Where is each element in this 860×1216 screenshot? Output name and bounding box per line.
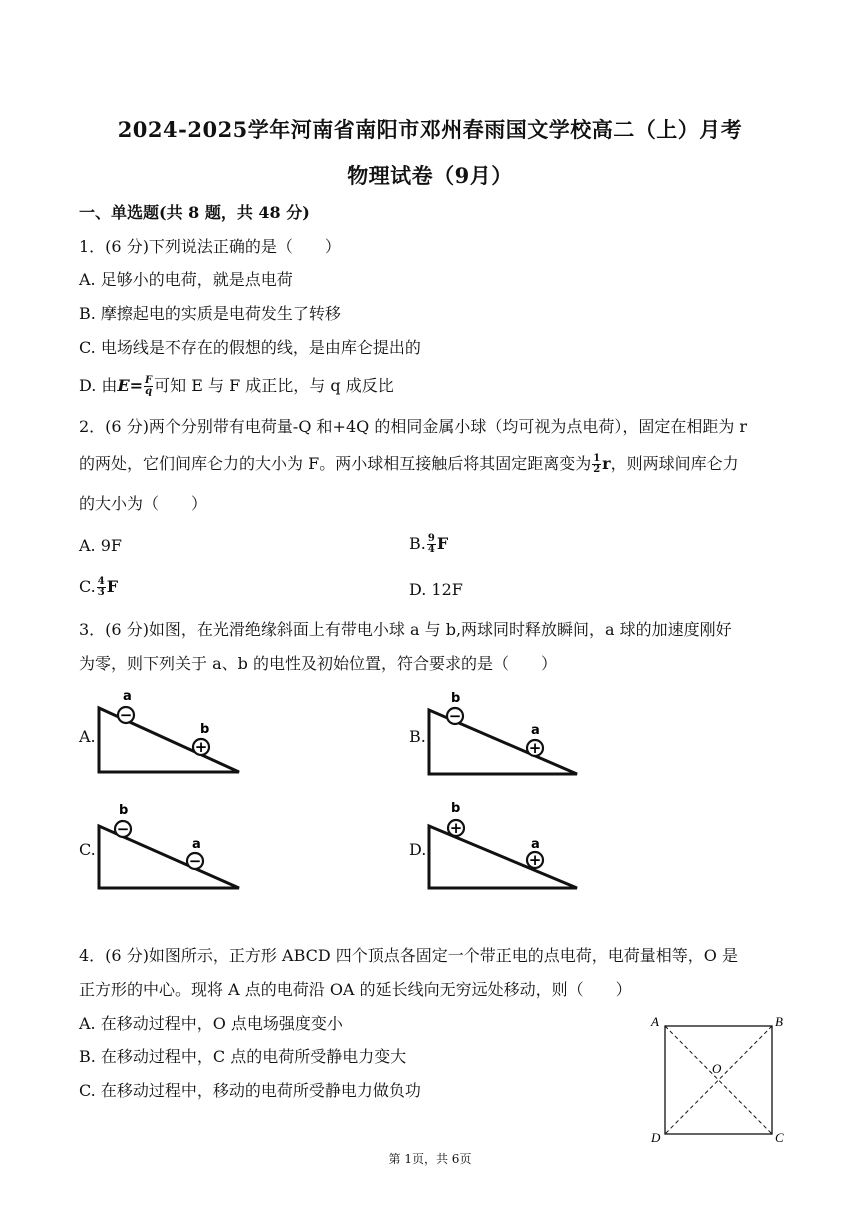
q3-option-c-label: C. <box>79 840 96 859</box>
q2-option-c-numerator: 4 <box>97 576 105 587</box>
bottom-ball-label: b <box>200 722 210 737</box>
q2-fraction-variable: r <box>602 454 611 473</box>
bottom-ball-sign: + <box>528 739 542 757</box>
q3-figure-a <box>95 688 245 778</box>
bottom-ball-sign: + <box>194 738 208 756</box>
q2-line1: 2．(6 分)两个分别带有电荷量-Q 和+4Q 的相同金属小球（均可视为点电荷），固定在相距为 r <box>79 417 748 436</box>
q4-line2: 正方形的中心。现将 A 点的电荷沿 OA 的延长线向无穷远处移动，则（ ） <box>79 980 632 999</box>
q4-option-c: C. 在移动过程中，移动的电荷所受静电力做负功 <box>79 1081 421 1100</box>
q1-formula-numerator: F <box>145 375 153 386</box>
top-ball-sign: − <box>116 820 130 838</box>
q3-line1: 3．(6 分)如图，在光滑绝缘斜面上有带电小球 a 与 b,两球同时释放瞬间，a 球的加速度刚好 <box>79 620 732 639</box>
q1-option-d-prefix: D. 由 <box>79 376 118 395</box>
center-o-label: O <box>712 1061 722 1076</box>
q4-square-figure <box>648 1010 798 1146</box>
q1-formula-fraction <box>144 376 153 397</box>
top-ball-sign: − <box>448 707 462 725</box>
top-ball-label: b <box>451 691 461 706</box>
q3-option-b-label: B. <box>409 727 426 746</box>
q4-line1: 4．(6 分)如图所示，正方形 ABCD 四个顶点各固定一个带正电的点电荷，电荷量相等，O 是 <box>79 946 738 965</box>
q2-option-b <box>409 530 448 558</box>
q2-fraction-numerator: 1 <box>593 453 601 464</box>
q2-line3: 的大小为（ ） <box>79 494 208 513</box>
paper-title-line2: 物理试卷（9月） <box>347 163 513 188</box>
q2-option-b-prefix: B. <box>409 534 426 553</box>
q1-option-c: C. 电场线是不存在的假想的线，是由库仑提出的 <box>79 338 421 357</box>
q1-option-d <box>79 372 394 400</box>
q2-option-c-denominator: 3 <box>97 587 105 598</box>
q2-option-d: D. 12F <box>409 580 463 599</box>
q1-option-d-suffix: 可知 E 与 F 成正比，与 q 成反比 <box>154 376 394 395</box>
q2-option-c-fraction <box>97 577 106 598</box>
q2-line2 <box>79 451 739 477</box>
q3-line2: 为零，则下列关于 a、b 的电性及初始位置，符合要求的是（ ） <box>79 654 557 673</box>
q2-line2-prefix: 的两处，它们间库仑力的大小为 F。两小球相互接触后将其固定距离变为 <box>79 454 592 473</box>
top-ball-sign: − <box>119 706 133 724</box>
q1-formula-denominator: q <box>145 386 153 397</box>
q2-fraction-denominator: 2 <box>593 464 601 475</box>
top-ball-label: a <box>123 689 132 704</box>
q3-figure-c <box>95 800 245 892</box>
vertex-b-label: B <box>775 1014 783 1029</box>
vertex-a-label: A <box>651 1014 659 1029</box>
q2-option-c-prefix: C. <box>79 577 96 596</box>
top-ball-label: b <box>119 803 129 818</box>
top-ball-sign: + <box>449 819 463 837</box>
q4-option-a: A. 在移动过程中，O 点电场强度变小 <box>79 1014 343 1033</box>
bottom-ball-sign: + <box>528 851 542 869</box>
paper-title-line1: 2024-2025学年河南省南阳市邓州春雨国文学校高二（上）月考 <box>117 117 743 142</box>
bottom-ball-label: a <box>531 837 540 852</box>
bottom-ball-label: a <box>531 723 540 738</box>
q3-option-a-label: A. <box>79 727 96 746</box>
q2-option-c-variable: F <box>106 577 119 596</box>
top-ball-label: b <box>451 801 461 816</box>
q2-option-a: A. 9F <box>79 536 123 555</box>
bottom-ball-sign: − <box>188 852 202 870</box>
q1-stem: 1．(6 分)下列说法正确的是（ ） <box>79 237 341 256</box>
q3-figure-d <box>425 798 585 892</box>
q2-line2-suffix: ，则两球间库仑力 <box>610 454 739 473</box>
q2-option-c <box>79 573 118 601</box>
q4-option-b: B. 在移动过程中，C 点的电荷所受静电力变大 <box>79 1047 407 1066</box>
q2-option-b-variable: F <box>436 534 449 553</box>
q2-fraction <box>592 454 601 475</box>
q1-option-a: A. 足够小的电荷，就是点电荷 <box>79 270 293 289</box>
q3-figure-b <box>425 688 585 780</box>
vertex-c-label: C <box>775 1130 784 1145</box>
q3-option-d-label: D. <box>409 840 427 859</box>
q1-formula-lhs: E= <box>117 376 144 395</box>
q2-option-b-denominator: 4 <box>427 544 435 555</box>
q2-option-b-numerator: 9 <box>427 533 435 544</box>
page-footer: 第 1页，共 6页 <box>388 1152 472 1166</box>
q2-option-b-fraction <box>427 534 436 555</box>
vertex-d-label: D <box>651 1130 661 1145</box>
bottom-ball-label: a <box>192 837 201 852</box>
section-heading: 一、单选题(共 8 题，共 48 分) <box>79 203 310 222</box>
q1-option-b: B. 摩擦起电的实质是电荷发生了转移 <box>79 304 341 323</box>
